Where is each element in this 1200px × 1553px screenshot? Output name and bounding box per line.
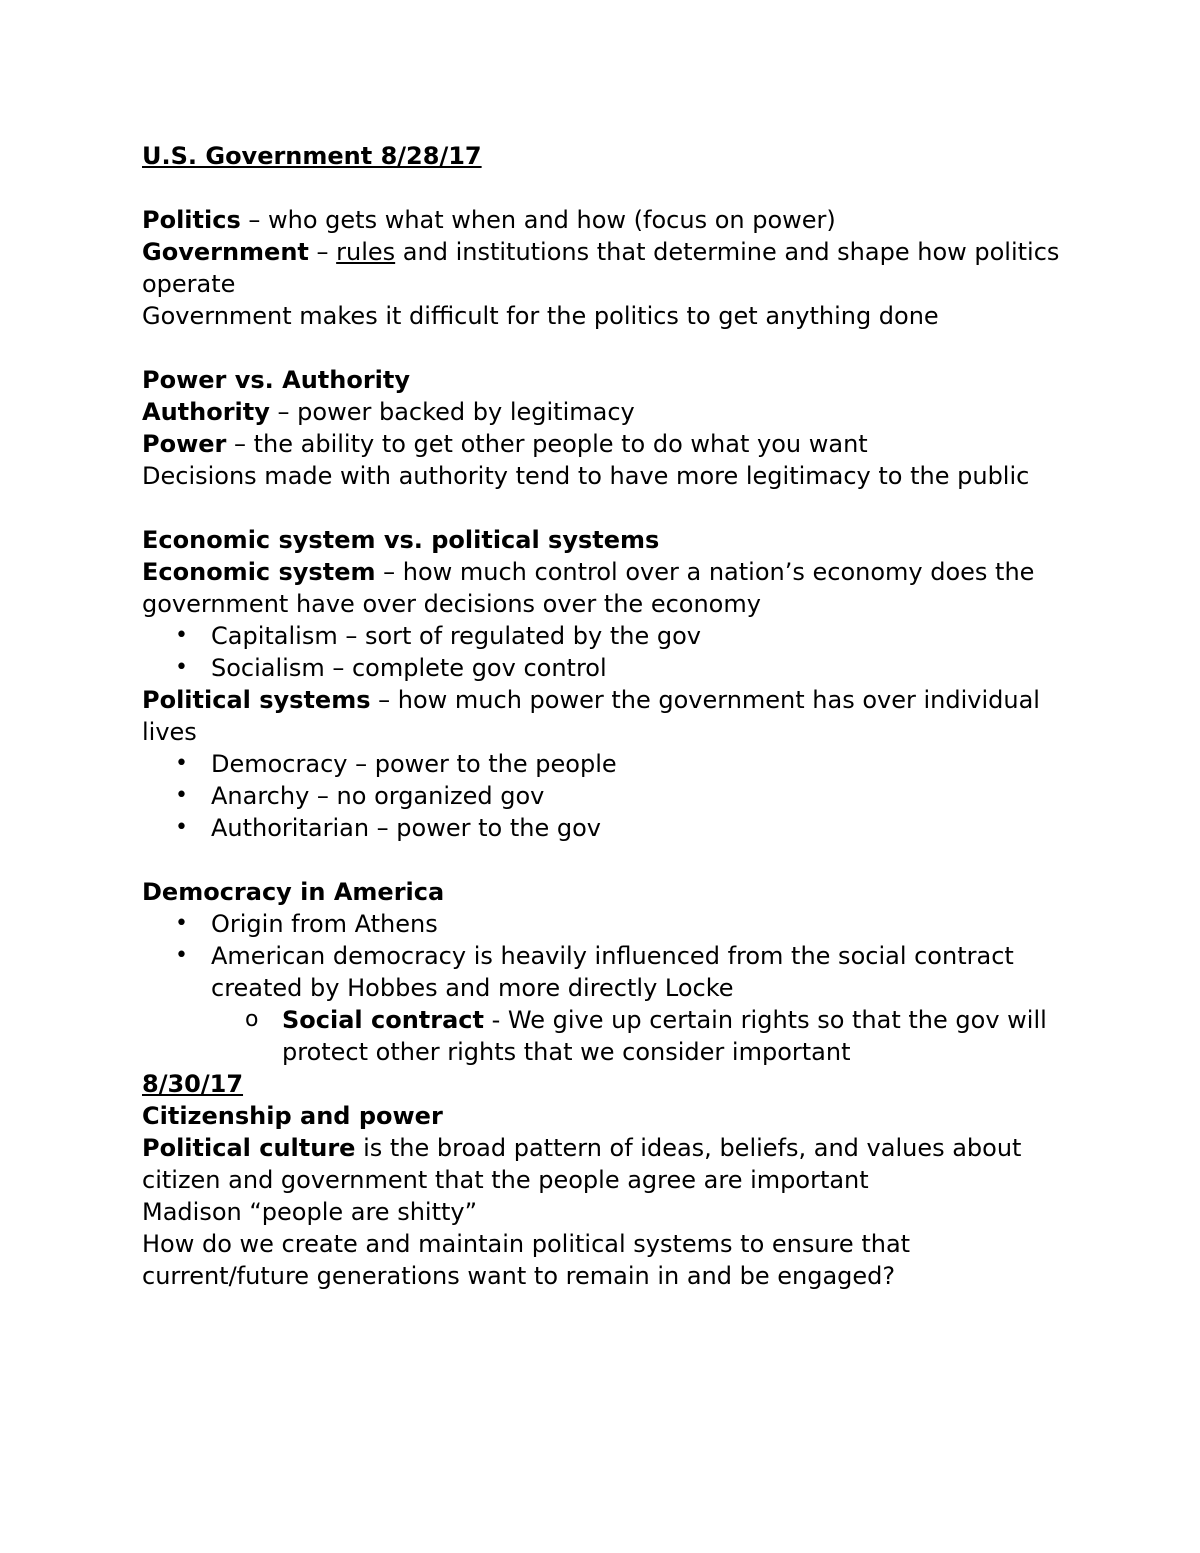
authority-definition: [142, 396, 1072, 428]
bullet-icon: •: [175, 751, 188, 776]
social-contract-def: - We give up certain rights so that the gov will protect other rights that we consider important: [282, 1006, 1055, 1066]
power-definition: [142, 428, 1072, 460]
politics-def: – who gets what when and how (focus on power): [240, 206, 836, 234]
political-culture-term: Political culture: [142, 1134, 356, 1162]
list-item-text: Socialism – complete gov control: [211, 654, 607, 682]
power-def: – the ability to get other people to do what you want: [226, 430, 868, 458]
government-note: Government makes it difficult for the politics to get anything done: [142, 302, 939, 330]
spacer: [142, 492, 1072, 524]
section-heading: Power vs. Authority: [142, 366, 411, 394]
government-dash: –: [308, 238, 337, 266]
list-item-text: Capitalism – sort of regulated by the gov: [211, 622, 701, 650]
economic-system-def: – how much control over a nation’s economy does the government have over decisions over the economy: [142, 558, 1043, 618]
sub-list-item: [142, 1004, 1072, 1068]
authority-term: Authority: [142, 398, 270, 426]
document-title: U.S. Government 8/28/17: [142, 142, 482, 170]
list-item-text: Origin from Athens: [211, 910, 438, 938]
list-item: [142, 908, 1072, 940]
politics-term: Politics: [142, 206, 241, 234]
power-term: Power: [142, 430, 227, 458]
social-contract-term: Social contract: [282, 1006, 485, 1034]
madison-quote: Madison “people are shitty”: [142, 1198, 478, 1226]
list-item-text: Democracy – power to the people: [211, 750, 617, 778]
list-item: [142, 748, 1072, 780]
document-page: [142, 140, 1072, 1292]
political-systems-term: Political systems: [142, 686, 371, 714]
government-def: and institutions that determine and shape how politics operate: [142, 238, 1068, 298]
list-item: [142, 620, 1072, 652]
government-rules: rules: [336, 238, 396, 266]
list-item: [142, 652, 1072, 684]
spacer: [142, 332, 1072, 364]
list-item-text: Authoritarian – power to the gov: [211, 814, 601, 842]
government-definition: [142, 236, 1072, 300]
closing-question: How do we create and maintain political systems to ensure that current/future generations want to remain in and be engaged?: [142, 1230, 918, 1290]
date-heading: 8/30/17: [142, 1070, 244, 1098]
bullet-icon: •: [175, 911, 188, 936]
sub-bullet-icon: o: [245, 1007, 259, 1032]
political-systems-def: – how much power the government has over individual lives: [142, 686, 1048, 746]
spacer: [142, 844, 1072, 876]
government-term: Government: [142, 238, 309, 266]
bullet-icon: •: [175, 623, 188, 648]
list-item: [142, 940, 1072, 1004]
authority-note: Decisions made with authority tend to have more legitimacy to the public: [142, 462, 1030, 490]
section-heading: Economic system vs. political systems: [142, 526, 660, 554]
list-item-text: Anarchy – no organized gov: [211, 782, 545, 810]
bullet-icon: •: [175, 943, 188, 968]
list-item-text: American democracy is heavily influenced from the social contract created by Hobbes and more directly Locke: [211, 942, 1022, 1002]
political-systems-definition: [142, 684, 1072, 748]
political-culture-def: is the broad pattern of ideas, beliefs, and values about citizen and government that the people agree are important: [142, 1134, 1030, 1194]
bullet-icon: •: [175, 783, 188, 808]
list-item: [142, 812, 1072, 844]
section-heading: Democracy in America: [142, 878, 445, 906]
politics-definition: [142, 204, 1072, 236]
economic-system-term: Economic system: [142, 558, 376, 586]
authority-def: – power backed by legitimacy: [269, 398, 635, 426]
section-heading: Citizenship and power: [142, 1102, 443, 1130]
political-culture-definition: [142, 1132, 1072, 1196]
bullet-icon: •: [175, 815, 188, 840]
economic-system-definition: [142, 556, 1072, 620]
bullet-icon: •: [175, 655, 188, 680]
list-item: [142, 780, 1072, 812]
spacer: [142, 172, 1072, 204]
